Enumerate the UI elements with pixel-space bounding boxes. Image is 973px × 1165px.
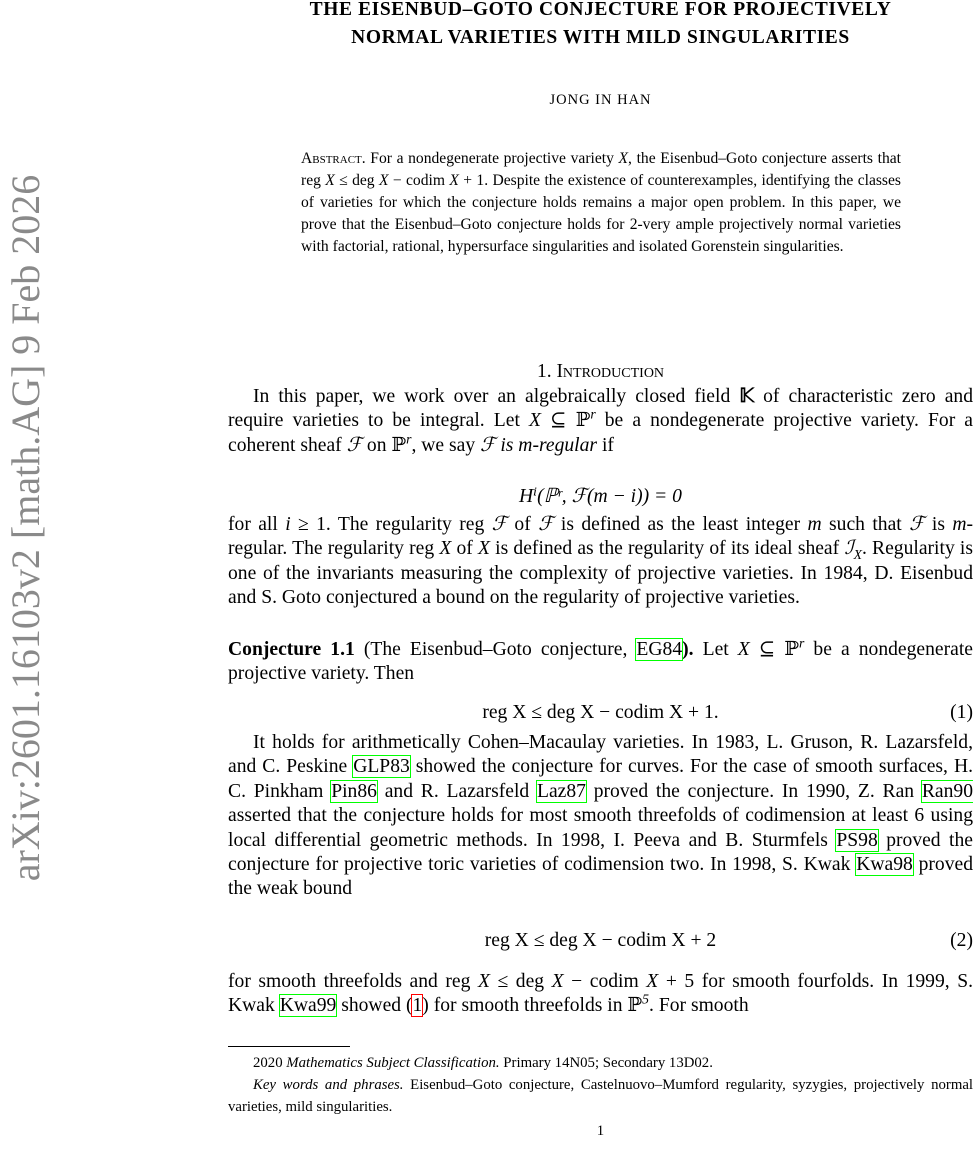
equation-1 (228, 702, 973, 724)
text-run: be a nondegenerate projective variety. Then (228, 639, 973, 685)
text-run: X (737, 639, 750, 660)
citation-link[interactable]: EG84 (636, 639, 683, 660)
text-run: such that (821, 514, 910, 535)
text-run: on ℙ (362, 434, 407, 456)
citation-link[interactable]: Kwa98 (856, 854, 913, 876)
author: JONG IN HAN (549, 92, 652, 108)
text-run: r (799, 635, 805, 651)
text-run: X (477, 971, 490, 992)
text-run: ⊆ ℙ (749, 639, 800, 660)
text-run: is (924, 514, 953, 535)
text-run: X (853, 547, 862, 563)
equation-label: (1) (950, 702, 973, 723)
equation-ref-link[interactable]: 1 (412, 995, 423, 1017)
text-run: X (529, 410, 541, 432)
arxiv-sidebar-stamp: arXiv:2601.16103v2 [math.AG] 9 Feb 2026 (3, 174, 48, 882)
text-run: ) for smooth threefolds in ℙ (422, 995, 643, 1017)
text-run: m (952, 514, 967, 535)
text-run: X (478, 538, 490, 560)
citation-link[interactable]: Laz87 (536, 780, 586, 802)
text-run: X (439, 538, 452, 560)
text-run: . For smooth (649, 995, 749, 1017)
text-run: Primary 14N05; Secondary 13D02. (499, 1055, 713, 1071)
text-run: X (325, 171, 335, 189)
text-run: X (618, 150, 629, 167)
text-run: ℱ (491, 514, 508, 535)
section-heading (228, 361, 973, 383)
paragraph (228, 731, 973, 902)
paragraph (228, 385, 973, 458)
paragraph (228, 513, 973, 611)
equation-label: (2) (950, 930, 973, 951)
text-run: asserted that the conjecture holds for most smooth threefolds of codimension at least 6 using local differential geometric methods. In 1998, I. Peeva and B. Sturmfels (228, 805, 973, 851)
text-run: − codim (388, 171, 450, 189)
text-run: m (807, 514, 822, 535)
text-run: (The Eisenbud–Goto conjecture, (354, 639, 637, 660)
text-run: X (449, 171, 459, 189)
conjecture (228, 635, 973, 687)
section-number: 1. (536, 361, 552, 382)
text-run: Let (702, 639, 738, 660)
citation-link[interactable]: PS98 (836, 829, 878, 851)
section-title: Introduction (556, 361, 665, 382)
text-run: X (646, 971, 659, 992)
text-run: , the Eisenbud–Goto conjecture asserts that reg (301, 150, 901, 189)
footnote (228, 1075, 973, 1118)
text-run: r (590, 406, 596, 422)
text-run: is m-regular (495, 434, 598, 456)
text-run: showed ( (336, 995, 413, 1017)
text-run: proved the conjecture. In 1990, Z. Ran (585, 780, 922, 802)
text-run: 2020 (253, 1055, 287, 1071)
paragraph (228, 970, 973, 1019)
text-run: and R. Lazarsfeld (376, 780, 537, 802)
text-run: is defined as the least integer (553, 514, 808, 535)
text-run: , we say (411, 434, 481, 456)
text-run: + 5 for smooth fourfolds. In 1999, S. Kwak (228, 971, 973, 1017)
text-run: for all (228, 514, 286, 535)
text-run: ℱ (346, 434, 362, 456)
text-run: of (507, 514, 539, 535)
text-run: ≤ deg (334, 171, 379, 189)
display-equation: Hⁱ(ℙʳ, ℱ(m − i)) = 0 (519, 486, 682, 507)
text-run: Mathematics Subject Classification. (286, 1055, 500, 1071)
text-run: − codim (563, 971, 647, 992)
text-run: X (378, 171, 389, 189)
equation-2 (228, 930, 973, 952)
text-run: ). (682, 639, 703, 660)
text-run: showed the conjecture for curves. For the case of smooth surfaces, H. C. Pinkham (228, 756, 973, 802)
abstract (301, 148, 901, 258)
text-run: ℱ (909, 514, 925, 535)
text-run: be a nondegenerate projective variety. For a coherent sheaf (228, 410, 973, 456)
title-line: NORMAL VARIETIES WITH MILD SINGULARITIES (351, 27, 850, 48)
text-run: of (451, 538, 479, 560)
footnote-rule (228, 1046, 350, 1047)
paper-title (228, 0, 973, 52)
footnote (228, 1053, 973, 1075)
text-run: Eisenbud–Goto conjecture, Castelnuovo–Mumford regularity, syzygies, projectively normal varieties, mild singularities. (228, 1077, 973, 1115)
citation-link[interactable]: Ran90 (921, 780, 973, 802)
text-run: ⊆ ℙ (540, 410, 591, 432)
text-run: Abstract. (301, 150, 366, 167)
text-run: ≥ 1. The regularity reg (290, 514, 492, 535)
text-run: For a nondegenerate projective variety (365, 150, 619, 167)
text-run: + 1. Despite the existence of counterexamples, identifying the classes of varieties for which the conjecture holds remains a major open problem. In this paper, we prove that the Eisenbud–Goto conjecture holds for 2-very ample projectively normal varieties with factorial, rational, hypersurface singularities and isolated Gorenstein singularities. (301, 171, 901, 255)
text-run: ℱ (480, 434, 496, 456)
text-run: for smooth threefolds and reg (228, 971, 478, 992)
text-run: ℐ (844, 538, 854, 560)
title-line: THE EISENBUD–GOTO CONJECTURE FOR PROJECTIVELY (309, 0, 892, 20)
citation-link[interactable]: Pin86 (331, 780, 377, 802)
text-run: 𝕂 (739, 386, 755, 407)
text-run: proved the weak bound (228, 854, 973, 900)
text-run: . Regularity is one of the invariants measuring the complexity of projective varieties. In 1984, D. Eisenbud and S. Goto conjectured a bound on the regularity of projective varieties. (228, 538, 973, 609)
text-run: -regular. The regularity reg (228, 514, 973, 560)
text-run: r (406, 431, 412, 447)
text-run: if (597, 434, 614, 456)
text-run: i (285, 514, 291, 535)
text-run: Conjecture 1.1 (228, 639, 355, 660)
text-run: proved the conjecture for projective toric varieties of codimension two. In 1998, S. Kwak (228, 829, 973, 876)
text-run: In this paper, we work over an algebraically closed field (253, 386, 740, 407)
text-run: It holds for arithmetically Cohen–Macaulay varieties. In 1983, L. Gruson, R. Lazarsfeld, and C. Peskine (228, 732, 973, 778)
citation-link[interactable]: GLP83 (353, 756, 410, 778)
citation-link[interactable]: Kwa99 (279, 995, 337, 1017)
text-run: Key words and phrases. (253, 1077, 404, 1093)
text-run: of characteristic zero and require varieties to be integral. Let (228, 386, 973, 432)
equation-text: reg X ≤ deg X − codim X + 2 (484, 930, 717, 951)
text-run: is defined as the regularity of its ideal sheaf (489, 538, 845, 560)
text-run: X (551, 971, 564, 992)
text-run: 5 (642, 991, 650, 1007)
text-run: ℱ (538, 514, 554, 535)
text-run: ≤ deg (489, 971, 552, 992)
page-number: 1 (596, 1123, 605, 1139)
equation-text: reg X ≤ deg X − codim X + 1. (482, 702, 719, 723)
